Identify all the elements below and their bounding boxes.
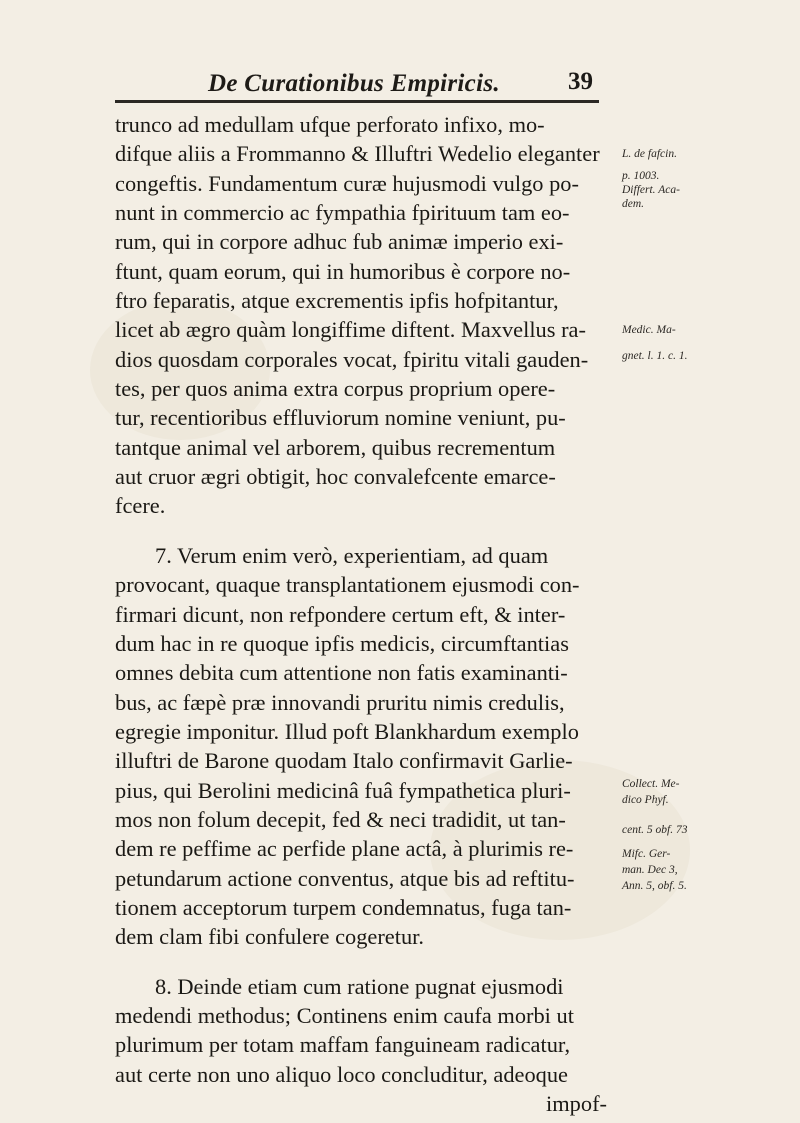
margin-note: Differt. Aca- [622,184,680,196]
text-line: tionem acceptorum turpem condemnatus, fuga tan- [115,894,572,920]
text-line: tantque animal vel arborem, quibus recrementum [115,434,556,460]
text-line: medendi methodus; Continens enim caufa morbi ut [115,1002,574,1028]
text-line: ftunt, quam eorum, qui in humoribus è corpore no- [115,258,571,284]
margin-note: dem. [622,198,645,210]
text-line: trunco ad medullam ufque perforato infixo, mo- [115,112,545,137]
margin-note: dico Phyf. [622,794,669,806]
text-line: ftro feparatis, atque excrementis ipfis hofpitantur, [115,288,559,314]
running-title: De Curationibus Empiricis. [208,70,500,97]
text-line: aut cruor ægri obtigit, hoc convalefcente emarce- [115,464,556,490]
text-line: dum hac in re quoque ipfis medicis, circumftantias [115,630,569,656]
margin-note: Ann. 5, obf. 5. [622,880,687,892]
text-line: nunt in commercio ac fympathia fpirituum tam eo- [115,200,570,226]
text-line: licet ab ægro quàm longiffime diftent. Maxvellus ra- [115,317,586,343]
text-line: omnes debita cum attentione non fatis examinanti- [115,660,568,686]
paragraph-gap [115,952,615,972]
text-line: pius, qui Berolini medicinâ fuâ fympathetica pluri- [115,777,571,803]
text-line: 8. Deinde etiam cum ratione pugnat ejusmodi [155,973,564,999]
text-line: tur, recentioribus effluviorum nomine veniunt, pu- [115,405,566,431]
margin-note: L. de fafcin. [622,148,677,160]
text-line: dios quosdam corporales vocat, fpiritu vitali gauden- [115,346,589,372]
text-line: rum, qui in corpore adhuc fub animæ imperio exi- [115,229,564,255]
text-line: petundarum actione conventus, atque bis ad reftitu- [115,865,575,891]
margin-note: Medic. Ma- [622,324,676,336]
text-line: bus, ac fæpè præ innovandi pruritu nimis credulis, [115,689,565,715]
page-header [0,60,800,100]
catchword: impof- [546,1091,607,1116]
margin-note: p. 1003. [622,170,660,182]
header-rule [115,100,599,103]
text-line: provocant, quaque transplantationem ejusmodi con- [115,572,580,598]
text-line: plurimum per totam maffam fanguineam radicatur, [115,1032,571,1058]
text-line: tes, per quos anima extra corpus proprium opere- [115,376,556,402]
text-line: egregie imponitur. Illud poft Blankhardum exemplo [115,718,579,744]
main-text [115,110,615,1118]
page-number: 39 [568,68,593,95]
text-line: firmari dicunt, non refpondere certum eft, & inter- [115,601,566,627]
text-line: mos non folum decepit, fed & neci tradidit, ut tan- [115,806,566,832]
margin-note: Collect. Me- [622,778,680,790]
margin-note: man. Dec 3, [622,864,678,876]
text-line: fcere. [115,493,166,519]
text-line: dem re peffime ac perfide plane actâ, à plurimis re- [115,836,574,862]
text-line: difque aliis a Frommanno & Illuftri Wedelio eleganter [115,141,600,167]
text-line: illuftri de Barone quodam Italo confirmavit Garlie- [115,748,573,774]
text-line: aut certe non uno aliquo loco concluditur, adeoque [115,1061,568,1087]
text-line: congeftis. Fundamentum curæ hujusmodi vulgo po- [115,170,579,196]
margin-note: gnet. l. 1. c. 1. [622,350,688,362]
text-line: 7. Verum enim verò, experientiam, ad quam [155,542,549,568]
margin-note: cent. 5 obf. 73 [622,824,688,836]
text-line: dem clam fibi confulere cogeretur. [115,924,424,950]
paragraph-gap [115,521,615,541]
margin-note: Mifc. Ger- [622,848,671,860]
